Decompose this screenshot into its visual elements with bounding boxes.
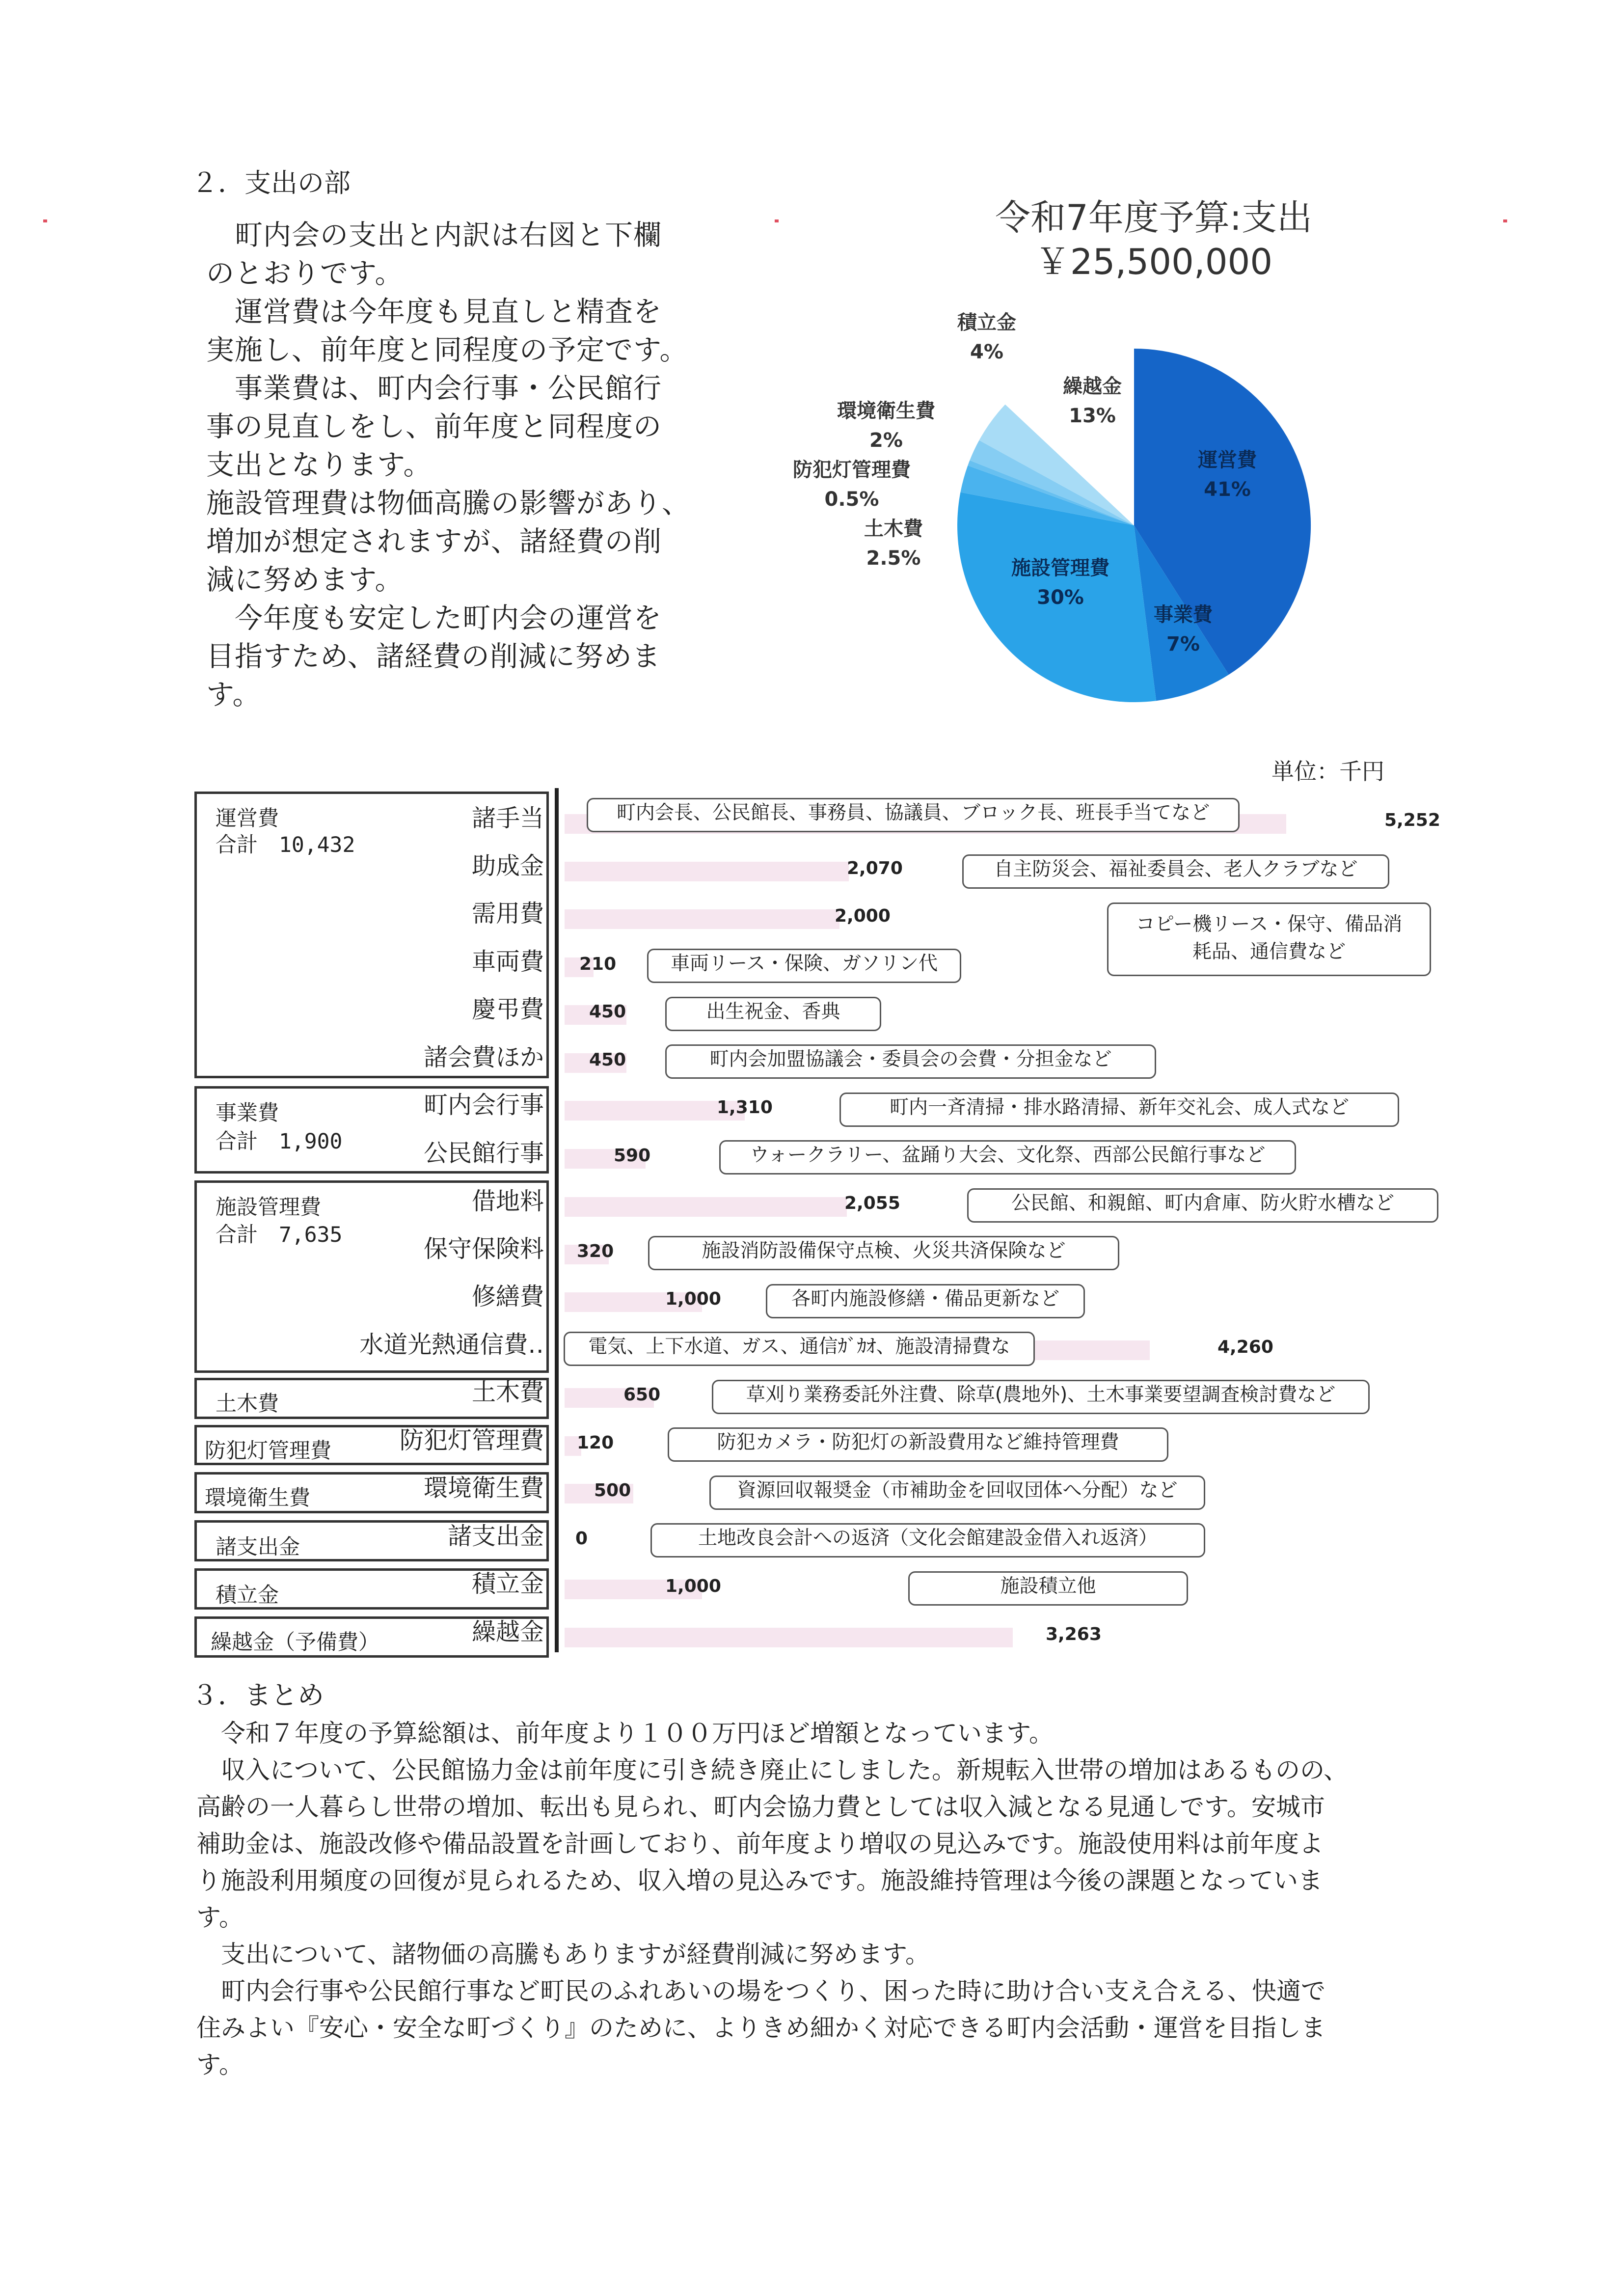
- item-note: 資源回収報奨金（市補助金を回収団体へ分配）など: [709, 1476, 1205, 1510]
- item-name: 修繕費: [471, 1283, 544, 1311]
- category-name: 積立金: [216, 1583, 279, 1608]
- value-bar: [565, 1628, 1013, 1647]
- item-value: 450: [589, 1002, 626, 1022]
- category-box-運営費: [194, 792, 549, 1078]
- pie-label-pct-施設管理費: 30%: [1037, 586, 1084, 609]
- item-value: 5,252: [1384, 810, 1440, 830]
- paragraph-line: 増加が想定されますが、諸経費の削: [206, 525, 662, 558]
- item-name: 諸支出金: [447, 1522, 544, 1550]
- item-name: 土木費: [471, 1378, 544, 1406]
- item-note: 各町内施設修繕・備品更新など: [766, 1284, 1085, 1318]
- value-bar: [565, 862, 849, 881]
- item-value: 210: [579, 954, 617, 974]
- pie-label-pct-積立金: 4%: [970, 341, 1003, 363]
- category-name: 諸支出金: [216, 1535, 300, 1559]
- pie-label-name-積立金: 積立金: [957, 311, 1016, 334]
- item-name: 需用費: [471, 900, 544, 928]
- pie-chart: [761, 275, 1350, 717]
- item-value: 0: [575, 1529, 588, 1549]
- chart-subtitle: ￥25,500,000: [1034, 241, 1273, 282]
- item-note: 草刈り業務委託外注費、除草(農地外)、土木事業要望調査検討費など: [712, 1380, 1370, 1414]
- pie-label-pct-繰越金: 13%: [1069, 405, 1116, 427]
- category-total: 合計 1,900: [216, 1129, 343, 1154]
- category-name: 事業費: [216, 1101, 279, 1125]
- summary-line: す。: [196, 1903, 243, 1932]
- paragraph-line: 運営費は今年度も見直しと精査を: [206, 296, 662, 328]
- item-value: 320: [577, 1241, 614, 1261]
- item-note: 防犯カメラ・防犯灯の新設費用など維持管理費: [668, 1427, 1168, 1462]
- item-value: 2,055: [844, 1193, 900, 1213]
- item-note: [1107, 902, 1431, 976]
- item-name: 繰越金: [471, 1618, 544, 1646]
- item-value: 2,070: [847, 858, 903, 878]
- item-note: 町内会加盟協議会・委員会の会費・分担金など: [665, 1044, 1156, 1079]
- note-line: 耗品、通信費など: [1192, 941, 1346, 963]
- item-name: 諸会費ほか: [423, 1043, 544, 1071]
- paragraph-line: 町内会の支出と内訳は右図と下欄: [206, 219, 662, 251]
- divider-line: [555, 788, 559, 1652]
- item-value: 4,260: [1217, 1337, 1273, 1357]
- item-note: 土地改良会計への返済（文化会館建設金借入れ返済）: [650, 1523, 1205, 1558]
- item-name: 町内会行事: [423, 1091, 544, 1119]
- paragraph-line: 減に努めます。: [206, 564, 404, 596]
- value-bar: [565, 909, 839, 929]
- item-name: 環境衛生費: [423, 1474, 544, 1502]
- scan-mark-right: [1503, 219, 1507, 222]
- category-name: 環境衛生費: [205, 1486, 310, 1510]
- scan-mark-center: [775, 219, 779, 222]
- pie-label-name-土木費: 土木費: [864, 518, 923, 540]
- scan-mark-left: [43, 219, 47, 222]
- summary-line: す。: [196, 2050, 243, 2079]
- pie-label-pct-環境衛生費: 2%: [869, 429, 903, 452]
- pie-label-pct-防犯灯管理費: 0.5%: [824, 488, 879, 511]
- item-name: 防犯灯管理費: [399, 1426, 544, 1454]
- item-name: 借地料: [471, 1187, 544, 1215]
- pie-label-pct-運営費: 41%: [1204, 478, 1251, 501]
- unit-label: 単位：千円: [1271, 758, 1384, 785]
- summary-line: 町内会行事や公民館行事など町民のふれあいの場をつくり、困った時に助け合い支え合える、快適で: [196, 1977, 1325, 2005]
- pie-label-name-防犯灯管理費: 防犯灯管理費: [793, 459, 911, 481]
- item-value: 650: [623, 1385, 661, 1405]
- summary-line: り施設利用頻度の回復が見られるため、収入増の見込みです。施設維持管理は今後の課題となっていま: [196, 1866, 1323, 1895]
- pie-label-name-運営費: 運営費: [1198, 449, 1257, 471]
- paragraph-line: 支出となります。: [206, 449, 432, 481]
- paragraph-line: 実施し、前年度と同程度の予定です。: [206, 334, 688, 366]
- item-name: 慶弔費: [471, 995, 544, 1023]
- item-value: 1,000: [665, 1576, 721, 1596]
- item-name: 水道光熱通信費‥: [359, 1331, 544, 1359]
- category-name: 繰越金（予備費）: [211, 1630, 379, 1655]
- item-note: 施設消防設備保守点検、火災共済保険など: [648, 1236, 1119, 1270]
- paragraph-line: 今年度も安定した町内会の運営を: [206, 602, 662, 634]
- item-note: 公民館、和親館、町内倉庫、防火貯水槽など: [967, 1188, 1438, 1223]
- item-value: 2,000: [835, 906, 891, 926]
- category-name: 運営費: [216, 806, 279, 831]
- item-note: 施設積立他: [908, 1571, 1188, 1606]
- value-bar: [565, 1197, 847, 1217]
- item-value: 1,310: [717, 1097, 773, 1118]
- pie-label-name-施設管理費: 施設管理費: [1011, 557, 1109, 579]
- pie-label-name-環境衛生費: 環境衛生費: [837, 400, 935, 422]
- pie-label-pct-土木費: 2.5%: [866, 547, 921, 570]
- paragraph-line: 目指すため、諸経費の削減に努めま: [206, 640, 661, 673]
- pie-label-name-事業費: 事業費: [1154, 603, 1213, 626]
- paragraph-line: 施設管理費は物価高騰の影響があり、: [206, 487, 690, 519]
- item-name: 保守保険料: [423, 1235, 544, 1263]
- paragraph-line: のとおりです。: [206, 257, 404, 290]
- chart-title: 令和7年度予算:支出: [995, 197, 1313, 238]
- summary-line: 補助金は、施設改修や備品設置を計画しており、前年度より増収の見込みです。施設使用料は前年度よ: [196, 1830, 1324, 1858]
- item-note: 町内一斉清掃・排水路清掃、新年交礼会、成人式など: [839, 1093, 1399, 1127]
- summary-line: 支出について、諸物価の高騰もありますが経費削減に努めます。: [196, 1940, 930, 1968]
- item-value: 120: [577, 1433, 614, 1453]
- item-note: 電気、上下水道、ガス、通信ｶﾞｶｵ、施設清掃費な: [564, 1332, 1035, 1366]
- item-note: 町内会長、公民館長、事務員、協議員、ブロック長、班長手当てなど: [587, 798, 1240, 832]
- summary-line: 令和７年度の予算総額は、前年度より１００万円ほど増額となっています。: [196, 1719, 1054, 1748]
- category-name: 施設管理費: [216, 1195, 321, 1220]
- category-name: 土木費: [216, 1392, 279, 1416]
- item-note: 出生祝金、香典: [665, 997, 881, 1031]
- item-value: 1,000: [665, 1289, 721, 1309]
- item-note: 車両リース・保険、ガソリン代: [647, 949, 961, 983]
- category-total: 合計 10,432: [216, 833, 355, 857]
- item-note: ウォークラリー、盆踊り大会、文化祭、西部公民館行事など: [719, 1140, 1296, 1175]
- item-value: 3,263: [1046, 1624, 1102, 1644]
- paragraph-line: す。: [206, 679, 261, 711]
- item-name: 諸手当: [471, 804, 544, 832]
- item-value: 450: [589, 1050, 626, 1070]
- item-name: 公民館行事: [423, 1139, 544, 1167]
- section3-title: ３．まとめ: [191, 1680, 324, 1711]
- item-value: 500: [594, 1480, 631, 1501]
- note-line: コピー機リース・保守、備品消: [1136, 913, 1403, 935]
- item-name: 助成金: [471, 852, 544, 880]
- pie-label-pct-事業費: 7%: [1166, 633, 1200, 656]
- section3-paragraph: [196, 1715, 1453, 2083]
- item-name: 積立金: [471, 1570, 544, 1598]
- pie-label-name-繰越金: 繰越金: [1063, 375, 1122, 398]
- item-name: 車両費: [471, 948, 544, 976]
- category-name: 防犯灯管理費: [205, 1439, 331, 1463]
- section2-title: ２．支出の部: [191, 167, 351, 198]
- item-value: 590: [614, 1146, 651, 1166]
- category-total: 合計 7,635: [216, 1223, 343, 1247]
- summary-line: 住みよい『安心・安全な町づくり』のために、よりきめ細かく対応できる町内会活動・運営を目指しま: [196, 2014, 1325, 2042]
- summary-line: 高齢の一人暮らし世帯の増加、転出も見られ、町内会協力費としては収入減となる見通しです。安城市: [196, 1793, 1325, 1821]
- paragraph-line: 事業費は、町内会行事・公民館行: [206, 372, 662, 405]
- item-note: 自主防災会、福祉委員会、老人クラブなど: [962, 854, 1389, 889]
- summary-line: 収入について、公民館協力金は前年度に引き続き廃止にしました。新規転入世帯の増加はあるものの、: [196, 1756, 1348, 1784]
- section2-paragraph: [206, 216, 736, 714]
- paragraph-line: 事の見直しをし、前年度と同程度の: [206, 410, 662, 443]
